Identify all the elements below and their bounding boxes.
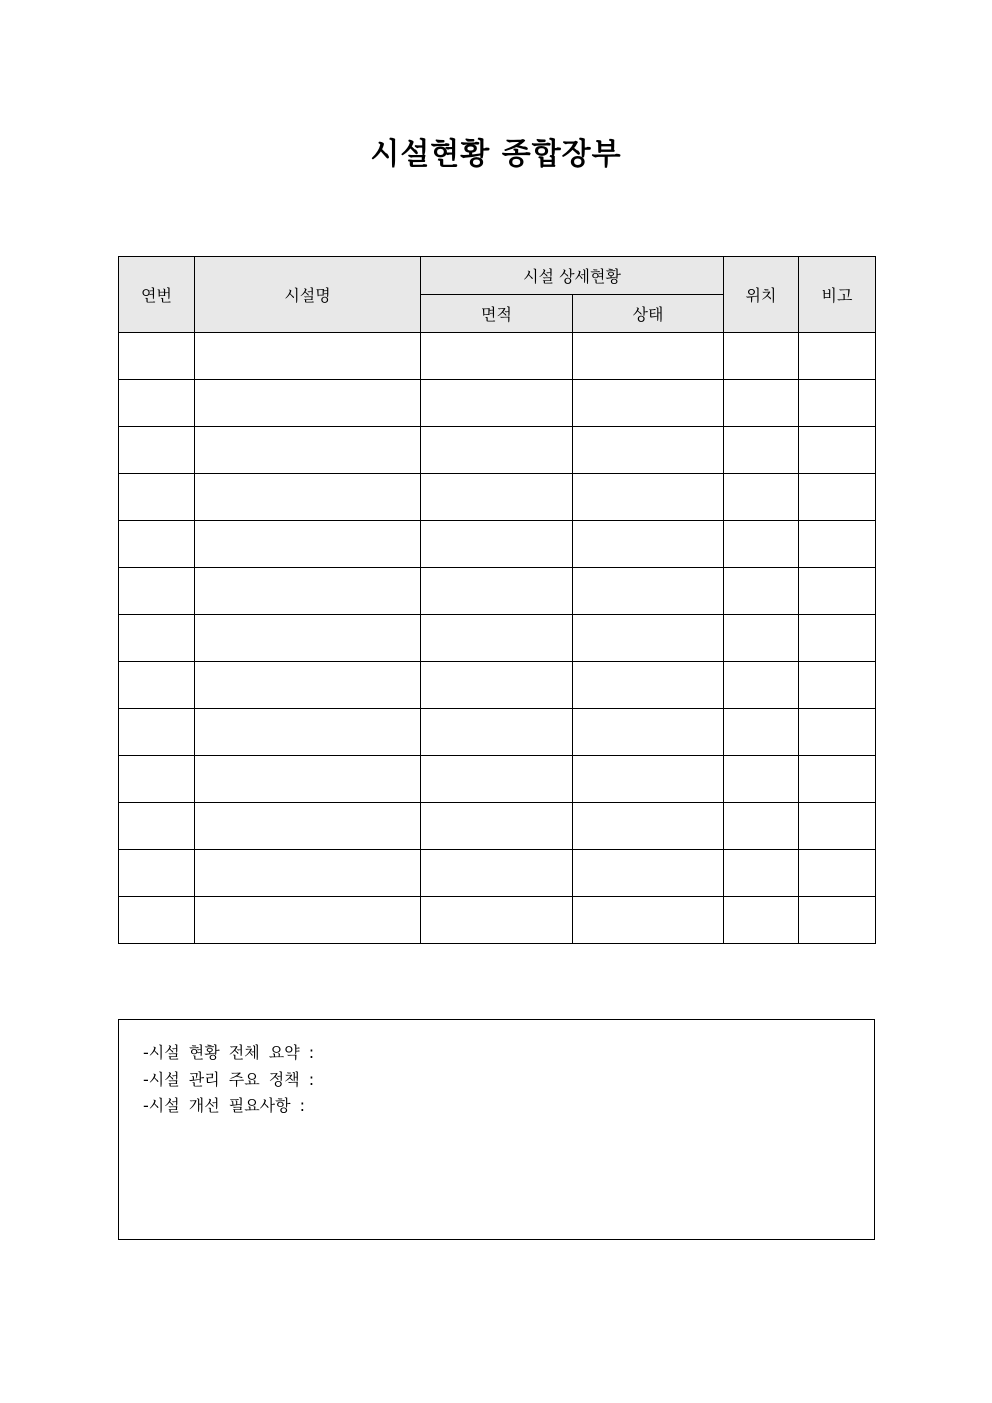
cell-serial[interactable] (119, 380, 195, 427)
cell-facility-name[interactable] (195, 662, 421, 709)
cell-facility-name[interactable] (195, 333, 421, 380)
header-facility-name: 시설명 (195, 257, 421, 333)
cell-status[interactable] (573, 521, 724, 568)
table-row (119, 897, 876, 944)
note-management-policy: -시설 관리 주요 정책 : (143, 1069, 315, 1089)
cell-remarks[interactable] (799, 850, 876, 897)
header-status: 상태 (573, 295, 724, 333)
cell-location[interactable] (724, 474, 799, 521)
cell-status[interactable] (573, 897, 724, 944)
table-row (119, 380, 876, 427)
cell-facility-name[interactable] (195, 709, 421, 756)
header-detail-group: 시설 상세현황 (421, 257, 724, 295)
cell-remarks[interactable] (799, 897, 876, 944)
cell-area[interactable] (421, 756, 573, 803)
cell-area[interactable] (421, 380, 573, 427)
cell-serial[interactable] (119, 521, 195, 568)
cell-facility-name[interactable] (195, 521, 421, 568)
cell-serial[interactable] (119, 897, 195, 944)
cell-serial[interactable] (119, 333, 195, 380)
cell-remarks[interactable] (799, 474, 876, 521)
cell-remarks[interactable] (799, 709, 876, 756)
cell-serial[interactable] (119, 850, 195, 897)
header-serial: 연번 (119, 257, 195, 333)
cell-location[interactable] (724, 427, 799, 474)
cell-area[interactable] (421, 568, 573, 615)
table-row (119, 850, 876, 897)
cell-remarks[interactable] (799, 333, 876, 380)
cell-remarks[interactable] (799, 756, 876, 803)
cell-status[interactable] (573, 803, 724, 850)
cell-serial[interactable] (119, 474, 195, 521)
cell-area[interactable] (421, 803, 573, 850)
cell-facility-name[interactable] (195, 803, 421, 850)
cell-area[interactable] (421, 521, 573, 568)
cell-area[interactable] (421, 850, 573, 897)
table-row (119, 615, 876, 662)
cell-facility-name[interactable] (195, 568, 421, 615)
cell-facility-name[interactable] (195, 380, 421, 427)
cell-location[interactable] (724, 803, 799, 850)
header-remarks: 비고 (799, 257, 876, 333)
cell-location[interactable] (724, 897, 799, 944)
cell-status[interactable] (573, 568, 724, 615)
notes-box (118, 1019, 875, 1240)
header-location: 위치 (724, 257, 799, 333)
cell-location[interactable] (724, 662, 799, 709)
cell-status[interactable] (573, 380, 724, 427)
table-body (119, 333, 876, 944)
table-row (119, 709, 876, 756)
cell-area[interactable] (421, 709, 573, 756)
table-row (119, 662, 876, 709)
cell-serial[interactable] (119, 615, 195, 662)
table-row (119, 803, 876, 850)
table-row (119, 333, 876, 380)
cell-facility-name[interactable] (195, 756, 421, 803)
cell-facility-name[interactable] (195, 427, 421, 474)
table-row (119, 756, 876, 803)
header-area: 면적 (421, 295, 573, 333)
cell-status[interactable] (573, 850, 724, 897)
table-row (119, 568, 876, 615)
cell-serial[interactable] (119, 568, 195, 615)
cell-location[interactable] (724, 615, 799, 662)
cell-status[interactable] (573, 662, 724, 709)
cell-status[interactable] (573, 427, 724, 474)
cell-status[interactable] (573, 615, 724, 662)
cell-remarks[interactable] (799, 803, 876, 850)
notes-list (119, 1020, 874, 1120)
table-header (119, 257, 876, 333)
cell-remarks[interactable] (799, 427, 876, 474)
cell-status[interactable] (573, 709, 724, 756)
cell-area[interactable] (421, 897, 573, 944)
note-overall-summary: -시설 현황 전체 요약 : (143, 1043, 315, 1062)
facility-registry-table (118, 256, 876, 944)
cell-location[interactable] (724, 850, 799, 897)
cell-status[interactable] (573, 474, 724, 521)
cell-remarks[interactable] (799, 380, 876, 427)
cell-remarks[interactable] (799, 662, 876, 709)
cell-location[interactable] (724, 709, 799, 756)
table-row (119, 427, 876, 474)
cell-remarks[interactable] (799, 615, 876, 662)
cell-location[interactable] (724, 568, 799, 615)
cell-area[interactable] (421, 333, 573, 380)
cell-remarks[interactable] (799, 568, 876, 615)
cell-status[interactable] (573, 333, 724, 380)
cell-serial[interactable] (119, 803, 195, 850)
cell-area[interactable] (421, 474, 573, 521)
cell-serial[interactable] (119, 662, 195, 709)
cell-area[interactable] (421, 615, 573, 662)
cell-serial[interactable] (119, 709, 195, 756)
cell-facility-name[interactable] (195, 897, 421, 944)
page-title: 시설현황 종합장부 (370, 137, 622, 172)
cell-area[interactable] (421, 662, 573, 709)
cell-location[interactable] (724, 756, 799, 803)
cell-area[interactable] (421, 427, 573, 474)
cell-serial[interactable] (119, 756, 195, 803)
cell-status[interactable] (573, 756, 724, 803)
cell-remarks[interactable] (799, 521, 876, 568)
cell-facility-name[interactable] (195, 850, 421, 897)
note-improvement-needs: -시설 개선 필요사항 : (143, 1096, 306, 1115)
cell-facility-name[interactable] (195, 615, 421, 662)
cell-location[interactable] (724, 333, 799, 380)
cell-location[interactable] (724, 380, 799, 427)
cell-serial[interactable] (119, 427, 195, 474)
cell-location[interactable] (724, 521, 799, 568)
cell-facility-name[interactable] (195, 474, 421, 521)
table-row (119, 521, 876, 568)
table-row (119, 474, 876, 521)
